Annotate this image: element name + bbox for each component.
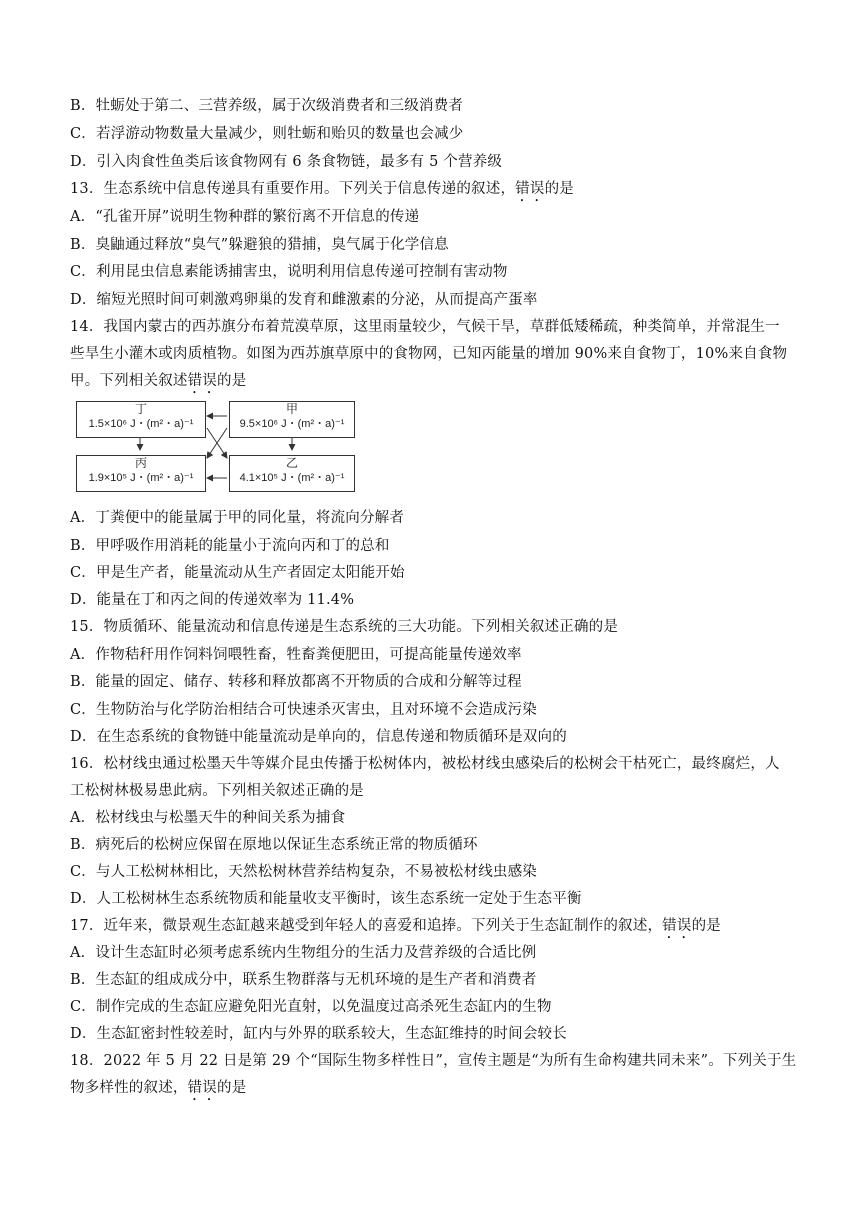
q14-stem-end: 的是 [217, 373, 247, 389]
q14-option-d: D．能量在丁和丙之间的传递效率为 11.4% [70, 592, 355, 608]
q15-stem: 15．物质循环、能量流动和信息传递是生态系统的三大功能。下列相关叙述正确的是 [70, 619, 619, 635]
q14-stem-line3 [70, 371, 246, 397]
node-ding-name: 丁 [134, 402, 147, 416]
node-bing-name: 丙 [134, 456, 147, 470]
q13-option-c: C．利用昆虫信息素能诱捕害虫，说明利用信息传递可控制有害动物 [70, 264, 508, 280]
q12-option-c: C．若浮游动物数量大量减少，则牡蛎和贻贝的数量也会减少 [70, 126, 464, 142]
node-yi-name: 乙 [285, 456, 298, 470]
q17-option-b: B．生态缸的组成成分中，联系生物群落与无机环境的是生产者和消费者 [70, 972, 537, 988]
q16-stem-line1: 16．松材线虫通过松墨天牛等媒介昆虫传播于松树体内，被松材线虫感染后的松树会干枯死亡，最终腐烂，人 [70, 756, 780, 772]
q17-stem [70, 916, 721, 942]
q13-option-d: D．缩短光照时间可刺激鸡卵巢的发育和雌激素的分泌，从而提高产蛋率 [70, 292, 538, 308]
node-yi [229, 455, 355, 492]
q14-stem-line1: 14．我国内蒙古的西苏旗分布着荒漠草原，这里雨量较少，气候干旱，草群低矮稀疏，种类简单，并常混生一 [70, 319, 780, 335]
node-yi-value: 4.1×10⁵ J・(m²・a)⁻¹ [239, 472, 345, 484]
q17-option-c: C．制作完成的生态缸应避免阳光直射，以免温度过高杀死生态缸内的生物 [70, 999, 552, 1015]
q15-option-d: D．在生态系统的食物链中能量流动是单向的，信息传递和物质循环是双向的 [70, 729, 567, 745]
node-bing-value: 1.9×10⁵ J・(m²・a)⁻¹ [88, 472, 194, 484]
q16-option-d: D．人工松树林生态系统物质和能量收支平衡时，该生态系统一定处于生态平衡 [70, 891, 582, 907]
q16-stem-line2: 工松树林极易患此病。下列相关叙述正确的是 [70, 783, 364, 799]
q13-stem-end: 的是 [544, 181, 574, 197]
q17-stem-text: 17．近年来，微景观生态缸越来越受到年轻人的喜爱和追捧。下列关于生态缸制作的叙述， [70, 918, 663, 934]
q17-emphasis: 错误 [662, 918, 692, 934]
node-ding [76, 401, 206, 438]
q17-option-d: D．生态缸密封性较差时，缸内与外界的联系较大，生态缸维持的时间会较长 [70, 1026, 567, 1042]
q13-emphasis: 错误 [515, 181, 545, 197]
q13-stem-text: 13．生态系统中信息传递具有重要作用。下列关于信息传递的叙述， [70, 181, 516, 197]
q16-option-b: B．病死后的松树应保留在原地以保证生态系统正常的物质循环 [70, 837, 478, 853]
q15-option-a: A．作物秸秆用作饲料饲喂牲畜，牲畜粪便肥田，可提高能量传递效率 [70, 647, 522, 663]
q12-option-b: B．牡蛎处于第二、三营养级，属于次级消费者和三级消费者 [70, 98, 464, 114]
node-jia-name: 甲 [285, 402, 298, 416]
q17-option-a: A．设计生态缸时必须考虑系统内生物组分的生活力及营养级的合适比例 [70, 945, 537, 961]
node-jia-value: 9.5×10⁶ J・(m²・a)⁻¹ [239, 418, 345, 430]
q13-stem [70, 179, 574, 205]
q14-option-b: B．甲呼吸作用消耗的能量小于流向丙和丁的总和 [70, 538, 390, 554]
q13-option-a: A．“孔雀开屏”说明生物种群的繁衍离不开信息的传递 [70, 209, 420, 225]
q16-option-c: C．与人工松树林相比，天然松树林营养结构复杂，不易被松材线虫感染 [70, 864, 537, 880]
q18-stem-line1: 18．2022 年 5 月 22 日是第 29 个“国际生物多样性日”，宣传主题是“为所有生命构建共同未来”。下列关于生 [70, 1053, 797, 1069]
node-bing [76, 455, 206, 492]
q14-stem-line2: 些旱生小灌木或肉质植物。如图为西苏旗草原中的食物网，已知丙能量的增加 90%来自食物丁，10%来自食物 [70, 346, 788, 362]
q18-emphasis: 错误 [187, 1080, 218, 1096]
q14-emphasis: 错误 [187, 373, 218, 389]
node-ding-value: 1.5×10⁶ J・(m²・a)⁻¹ [88, 418, 194, 430]
food-web-diagram [74, 398, 356, 495]
q14-option-a: A．丁粪便中的能量属于甲的同化量，将流向分解者 [70, 510, 405, 526]
q18-stem-line2 [70, 1078, 246, 1104]
q16-option-a: A．松材线虫与松墨天牛的种间关系为捕食 [70, 810, 346, 826]
q18-stem-text: 物多样性的叙述， [70, 1080, 188, 1096]
q17-stem-end: 的是 [691, 918, 721, 934]
q12-option-d: D．引入肉食性鱼类后该食物网有 6 条食物链，最多有 5 个营养级 [70, 154, 503, 170]
q14-stem-text: 甲。下列相关叙述 [70, 373, 188, 389]
q15-option-b: B．能量的固定、储存、转移和释放都离不开物质的合成和分解等过程 [70, 674, 522, 690]
q18-stem-end: 的是 [217, 1080, 247, 1096]
q13-option-b: B．臭鼬通过释放“臭气”躲避狼的猎捕，臭气属于化学信息 [70, 237, 449, 253]
node-jia [229, 401, 355, 438]
q15-option-c: C．生物防治与化学防治相结合可快速杀灭害虫，且对环境不会造成污染 [70, 702, 537, 718]
q14-option-c: C．甲是生产者，能量流动从生产者固定太阳能开始 [70, 565, 405, 581]
